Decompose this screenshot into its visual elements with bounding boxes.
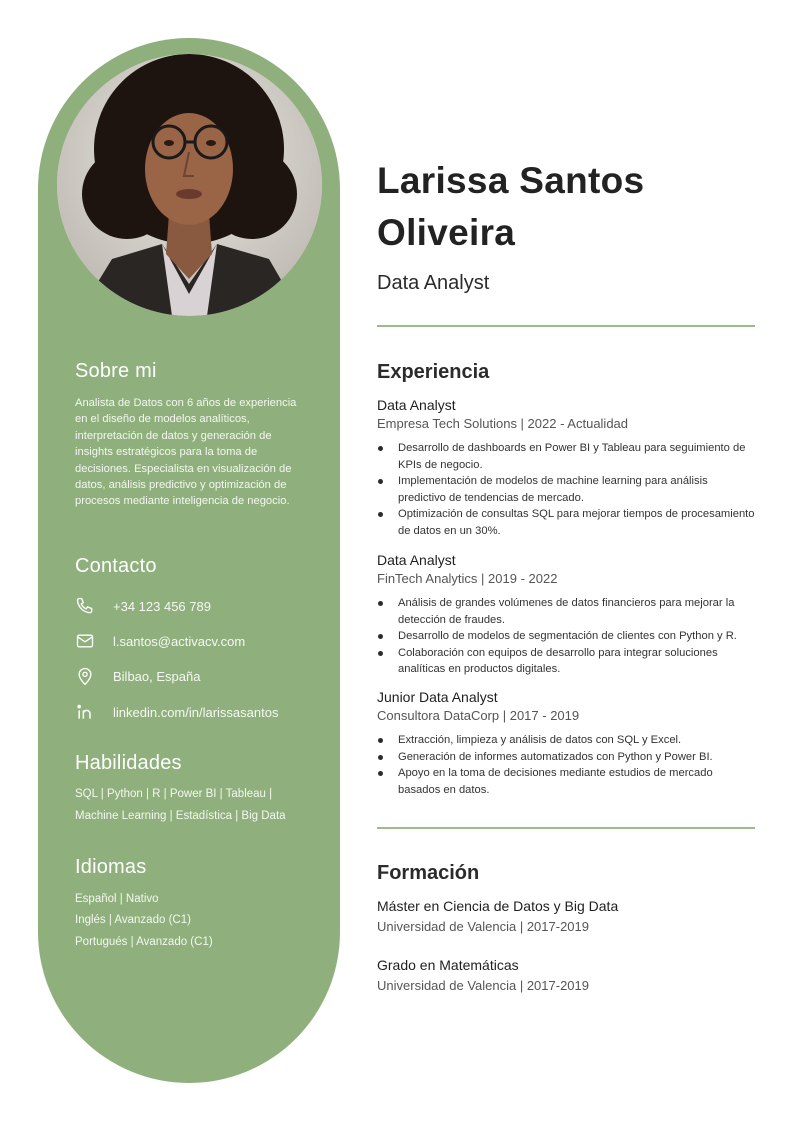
location-text: Bilbao, España [113,668,201,684]
job-company: Empresa Tech Solutions | 2022 - Actualidad [377,416,629,431]
mail-icon [75,631,95,651]
job-title: Junior Data Analyst [377,689,498,705]
list-item: Optimización de consultas SQL para mejorar tiempos de procesamiento de datos en un 30%. [377,506,757,539]
job-title: Data Analyst [377,552,456,568]
job-company: Consultora DataCorp | 2017 - 2019 [377,708,580,723]
language-item: Español | Nativo [75,893,159,905]
profile-photo [57,54,322,316]
skills-line-2: Machine Learning | Estadística | Big Data [75,810,286,822]
candidate-role: Data Analyst [377,272,490,294]
experience-heading: Experiencia [377,361,490,383]
candidate-name: Larissa Santos Oliveira [377,160,645,253]
contact-phone[interactable] [75,595,211,617]
section-divider [377,325,755,327]
language-item: Portugués | Avanzado (C1) [75,936,213,948]
about-text: Analista de Datos con 6 años de experiencia en el diseño de modelos analíticos, interpretación de datos y generación de insights estratégicos para la toma de decisiones. Especialista en visualización de datos, análisis predictivo y optimización de procesos mediante inteligencia de negocio. [75,397,297,508]
education-school: Universidad de Valencia | 2017-2019 [377,978,589,993]
section-divider [377,827,755,829]
job-bullets [377,595,757,678]
contact-location [75,665,200,687]
portrait-illustration [57,54,322,316]
skills-line-1: SQL | Python | R | Power BI | Tableau | [75,788,273,800]
contact-linkedin[interactable] [75,701,278,723]
education-title: Grado en Matemáticas [377,957,519,973]
contact-heading: Contacto [75,555,157,577]
languages-heading: Idiomas [75,856,147,878]
email-text: l.santos@activacv.com [113,633,246,649]
contact-email[interactable] [75,630,245,652]
about-heading: Sobre mi [75,360,157,382]
linkedin-icon [75,702,95,722]
location-pin-icon [75,666,95,686]
education-heading: Formación [377,862,480,884]
skills-heading: Habilidades [75,752,182,774]
job-title: Data Analyst [377,397,456,413]
job-company: FinTech Analytics | 2019 - 2022 [377,571,558,586]
list-item: Generación de informes automatizados con Python y Power BI. [377,749,757,766]
list-item: Extracción, limpieza y análisis de datos con SQL y Excel. [377,732,757,749]
job-bullets [377,732,757,798]
linkedin-text: linkedin.com/in/larissasantos [113,704,279,720]
list-item: Apoyo en la toma de decisiones mediante estudios de mercado basados en datos. [377,765,757,798]
list-item: Implementación de modelos de machine learning para análisis predictivo de tendencias de mercado. [377,473,757,506]
education-school: Universidad de Valencia | 2017-2019 [377,919,589,934]
phone-text: +34 123 456 789 [113,598,211,614]
list-item: Análisis de grandes volúmenes de datos financieros para mejorar la detección de fraudes. [377,595,757,628]
list-item: Colaboración con equipos de desarrollo para integrar soluciones analíticas en productos digitales. [377,645,757,678]
phone-icon [75,596,95,616]
list-item: Desarrollo de modelos de segmentación de clientes con Python y R. [377,628,757,645]
education-title: Máster en Ciencia de Datos y Big Data [377,898,619,914]
job-bullets [377,440,757,540]
language-item: Inglés | Avanzado (C1) [75,914,191,926]
list-item: Desarrollo de dashboards en Power BI y Tableau para seguimiento de KPIs de negocio. [377,440,757,473]
